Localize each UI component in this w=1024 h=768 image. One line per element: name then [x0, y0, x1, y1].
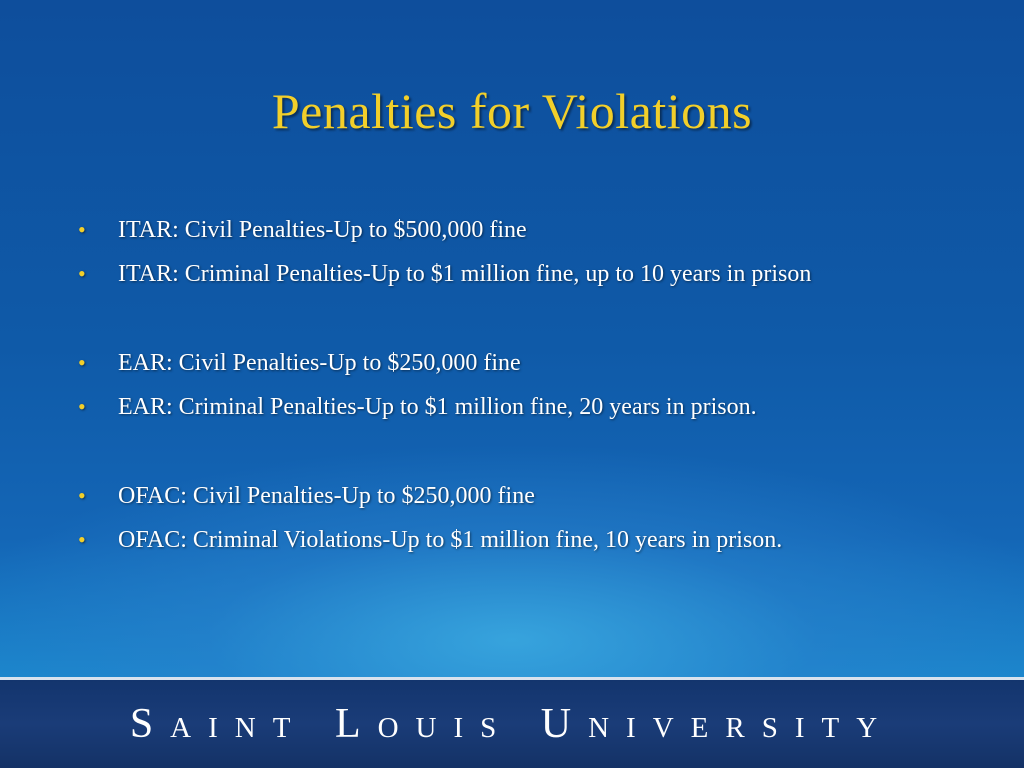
list-item [78, 252, 978, 296]
list-item [78, 341, 978, 385]
list-item [78, 518, 978, 562]
list-item [78, 385, 978, 429]
bullet-marker: • [78, 350, 86, 375]
bullet-text: ITAR: Civil Penalties-Up to $500,000 fine [118, 217, 527, 243]
bullet-marker: • [78, 527, 86, 552]
bullet-text: EAR: Civil Penalties-Up to $250,000 fine [118, 350, 521, 376]
bullet-text: EAR: Criminal Penalties-Up to $1 million fine, 20 years in prison. [118, 394, 757, 420]
bullet-list [78, 208, 978, 562]
bullet-text: OFAC: Civil Penalties-Up to $250,000 fine [118, 483, 535, 509]
bullet-marker: • [78, 483, 86, 508]
list-item [78, 208, 978, 252]
slide-title: Penalties for Violations [271, 83, 753, 139]
university-wordmark: Saint Louis University [129, 701, 895, 747]
list-item [78, 474, 978, 518]
bullet-marker: • [78, 217, 86, 242]
bullet-marker: • [78, 261, 86, 286]
bullet-text: ITAR: Criminal Penalties-Up to $1 million fine, up to 10 years in prison [118, 261, 812, 287]
bullet-text: OFAC: Criminal Violations-Up to $1 million fine, 10 years in prison. [118, 527, 783, 553]
footer-banner [0, 680, 1024, 768]
bullet-marker: • [78, 394, 86, 419]
